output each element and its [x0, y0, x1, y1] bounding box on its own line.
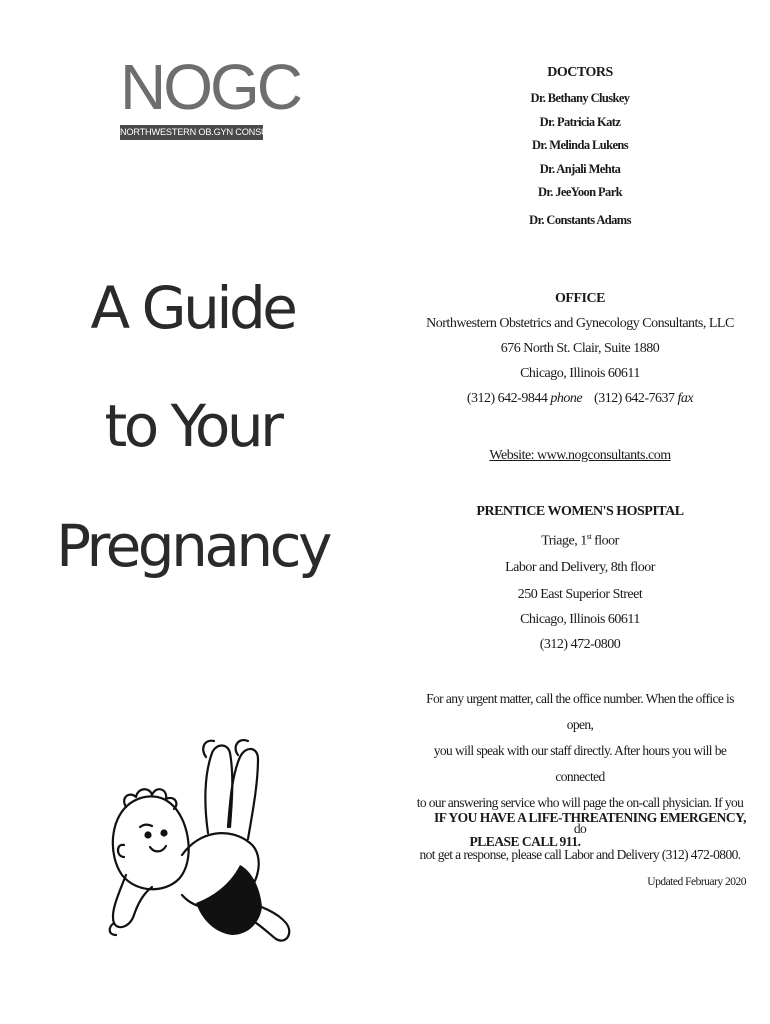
office-address-1: 676 North St. Clair, Suite 1880 — [500, 341, 660, 356]
doctors-heading: DOCTORS — [547, 65, 613, 80]
nogc-logo — [120, 51, 301, 145]
office-contact-line — [400, 386, 760, 411]
doctors-section — [400, 63, 760, 232]
doctor-name: Dr. Bethany Cluskey — [530, 91, 630, 105]
office-address-2: Chicago, Illinois 60611 — [520, 366, 640, 381]
emergency-line-2: PLEASE CALL 911. — [469, 834, 581, 849]
title-line-2: to Your — [104, 392, 281, 460]
doctor-name: Dr. Constants Adams — [529, 212, 631, 227]
emergency-notice — [405, 806, 770, 854]
doctor-name: Dr. JeeYoon Park — [537, 185, 623, 199]
phone-label: phone — [550, 391, 583, 406]
urgent-line: not get a response, please call Labor and Delivery (312) 472-0800. — [419, 847, 741, 862]
title-line-1: A Guide — [90, 274, 295, 342]
baby-illustration — [100, 735, 300, 965]
office-section — [400, 289, 760, 468]
urgent-line: to our answering service who will page the on-call physician. If you do — [416, 795, 744, 836]
triage-prefix: Triage, 1 — [541, 533, 587, 549]
office-heading: OFFICE — [555, 291, 605, 306]
office-name: Northwestern Obstetrics and Gynecology Consultants, LLC — [426, 316, 734, 331]
triage-sup: st — [586, 532, 592, 541]
hospital-address-2: Chicago, Illinois 60611 — [520, 611, 640, 627]
logo-letters: NOGC — [120, 51, 300, 123]
triage-suffix: floor — [591, 533, 619, 549]
urgent-line: you will speak with our staff directly. After hours you will be connected — [433, 743, 727, 784]
office-phone: (312) 642-9844 — [466, 391, 548, 406]
doctor-name: Dr. Anjali Mehta — [539, 161, 621, 176]
office-fax: (312) 642-7637 — [594, 391, 675, 406]
hospital-address-1: 250 East Superior Street — [517, 586, 643, 602]
urgent-line: For any urgent matter, call the office number. When the office is open, — [426, 691, 734, 732]
emergency-line-1: IF YOU HAVE A LIFE-THREATENING EMERGENCY, — [433, 810, 747, 825]
doctor-name: Dr. Melinda Lukens — [531, 138, 629, 152]
title-line-3: Pregnancy — [56, 512, 329, 580]
hospital-phone: (312) 472-0800 — [539, 636, 621, 652]
fax-label: fax — [677, 391, 694, 406]
hospital-heading: PRENTICE WOMEN'S HOSPITAL — [476, 504, 684, 519]
triage-line — [400, 524, 760, 554]
labor-delivery: Labor and Delivery, 8th floor — [505, 559, 655, 575]
website-link[interactable]: Website: www.nogconsultants.com — [489, 448, 671, 463]
updated-date: Updated February 2020 — [647, 876, 746, 888]
logo-tagline: NORTHWESTERN OB.GYN CONSULTANTS — [120, 125, 263, 140]
hospital-section — [400, 502, 760, 657]
doctor-name: Dr. Patricia Katz — [539, 114, 621, 129]
